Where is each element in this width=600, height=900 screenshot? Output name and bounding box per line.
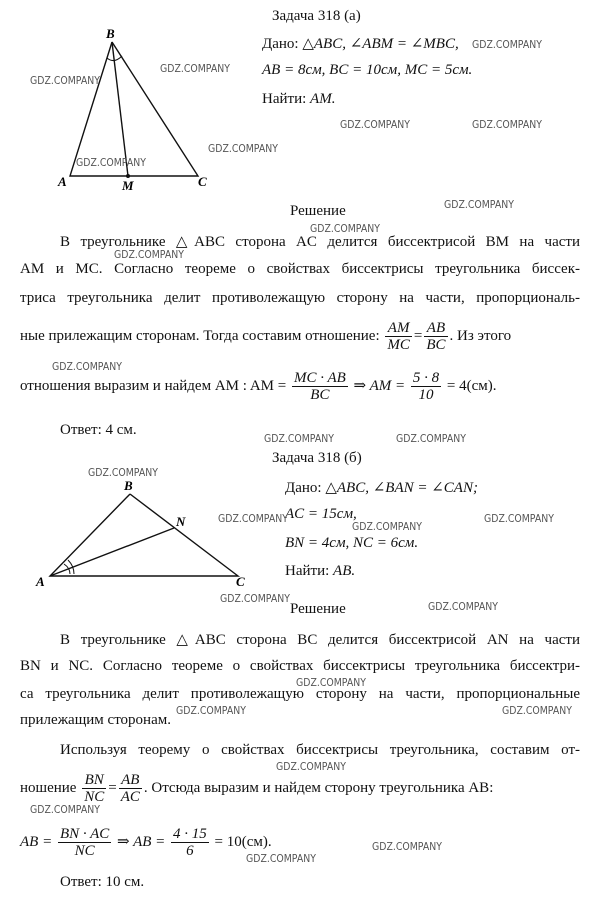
triangle-figure-b	[30, 478, 260, 593]
watermark: GDZ.COMPANY	[340, 118, 410, 131]
find-a: Найти: AM.	[262, 91, 336, 107]
calc-a-frac-1: $\frac{MC \cdot AB}{BC}$	[293, 370, 346, 403]
watermark: GDZ.COMPANY	[30, 803, 100, 816]
ratio-ab-bc: $\frac{AB}{BC}$	[426, 320, 446, 353]
solution-b-line-6: ношение $\frac{BN}{NC}$ = $\frac{AB}{AC}$ . Отсюда выразим и найдем сторону треугольника AB:	[20, 772, 494, 805]
ratio-am-mc: $\frac{AM}{MC}$	[387, 320, 410, 353]
calc-b-frac-1: $\frac{BN \cdot AC}{NC}$	[59, 826, 110, 859]
solution-b-line-3: са треугольника делит противолежащую сторону на части, пропорциональные	[20, 686, 580, 702]
angle-arc-a	[68, 560, 74, 574]
solution-b-line-7: AB = $\frac{BN \cdot AC}{NC}$ ⇒ AB = $\frac{4 \cdot 15}{6}$ = 10(см).	[20, 826, 272, 859]
watermark: GDZ.COMPANY	[444, 198, 514, 211]
calc-b-frac-2: $\frac{4 \cdot 15}{6}$	[173, 826, 207, 859]
watermark: GDZ.COMPANY	[76, 156, 146, 169]
answer-b: Ответ: 10 см.	[60, 874, 145, 890]
solution-a-line-1: В треугольнике △ABC сторона AC делится биссектрисой BM на части	[60, 234, 580, 250]
watermark: GDZ.COMPANY	[396, 432, 466, 445]
watermark: GDZ.COMPANY	[160, 62, 230, 75]
label-c2: C	[236, 574, 245, 589]
answer-a: Ответ: 4 см.	[60, 422, 137, 438]
watermark: GDZ.COMPANY	[52, 360, 122, 373]
task-a-title: Задача 318 (а)	[272, 8, 361, 24]
watermark: GDZ.COMPANY	[472, 118, 542, 131]
label-b2: B	[124, 478, 133, 493]
label-m: M	[122, 178, 134, 193]
watermark: GDZ.COMPANY	[484, 512, 554, 525]
watermark: GDZ.COMPANY	[472, 38, 542, 51]
solution-a-line-3: триса треугольника делит противолежащую сторону на части, пропорциональ-	[20, 290, 580, 306]
watermark: GDZ.COMPANY	[114, 248, 184, 261]
calc-a-frac-2: $\frac{5 \cdot 8}{10}$	[412, 370, 440, 403]
label-a2: A	[36, 574, 45, 589]
solution-b-line-2: BN и NC. Согласно теореме о свойствах биссектрисы треугольника биссектри-	[20, 658, 580, 674]
given-b-line-1: Дано: △ABC, ∠BAN = ∠CAN;	[285, 480, 478, 496]
task-b-title: Задача 318 (б)	[272, 450, 362, 466]
ratio-ab-ac: $\frac{AB}{AC}$	[120, 772, 140, 805]
solution-a-title: Решение	[290, 203, 346, 219]
given-a-line-2: AB = 8см, BC = 10см, MC = 5см.	[262, 62, 473, 78]
label-n: N	[176, 514, 186, 529]
triangle-b-sides	[50, 494, 238, 576]
watermark: GDZ.COMPANY	[218, 512, 288, 525]
ratio-bn-nc: $\frac{BN}{NC}$	[84, 772, 105, 805]
watermark: GDZ.COMPANY	[246, 852, 316, 865]
solution-b-line-4: прилежащим сторонам.	[20, 712, 171, 728]
solution-a-line-5: отношения выразим и найдем AM : AM = $\frac{MC \cdot AB}{BC}$ ⇒ AM = $\frac{5 \cdot 8}{10}$ = 4(см).	[20, 370, 497, 403]
watermark: GDZ.COMPANY	[428, 600, 498, 613]
solution-b-title: Решение	[290, 601, 346, 617]
label-a: A	[58, 174, 67, 189]
given-a-line-1: Дано: △ABC, ∠ABM = ∠MBC,	[262, 36, 459, 52]
find-b: Найти: AB.	[285, 563, 356, 579]
watermark: GDZ.COMPANY	[352, 520, 422, 533]
watermark: GDZ.COMPANY	[276, 760, 346, 773]
watermark: GDZ.COMPANY	[372, 840, 442, 853]
watermark: GDZ.COMPANY	[502, 704, 572, 717]
label-c: C	[198, 174, 207, 189]
given-b-line-3: BN = 4см, NC = 6см.	[285, 535, 419, 551]
watermark: GDZ.COMPANY	[296, 676, 366, 689]
solution-b-line-1: В треугольнике △ABC сторона BC делится биссектрисой AN на части	[60, 632, 580, 648]
given-b-line-2: AC = 15см,	[285, 506, 357, 522]
watermark: GDZ.COMPANY	[88, 466, 158, 479]
label-b: B	[106, 28, 115, 41]
solution-b-line-5: Используя теорему о свойствах биссектрисы треугольника, составим от-	[60, 742, 580, 758]
solution-a-line-4: ные прилежащим сторонам. Тогда составим отношение: $\frac{AM}{MC}$ = $\frac{AB}{BC}$ . Из этого	[20, 320, 512, 353]
watermark: GDZ.COMPANY	[310, 222, 380, 235]
watermark: GDZ.COMPANY	[176, 704, 246, 717]
watermark: GDZ.COMPANY	[30, 74, 100, 87]
watermark: GDZ.COMPANY	[208, 142, 278, 155]
solution-a-line-2: AM и MC. Согласно теореме о свойствах биссектрисы треугольника биссек-	[20, 261, 580, 277]
watermark: GDZ.COMPANY	[220, 592, 290, 605]
watermark: GDZ.COMPANY	[264, 432, 334, 445]
